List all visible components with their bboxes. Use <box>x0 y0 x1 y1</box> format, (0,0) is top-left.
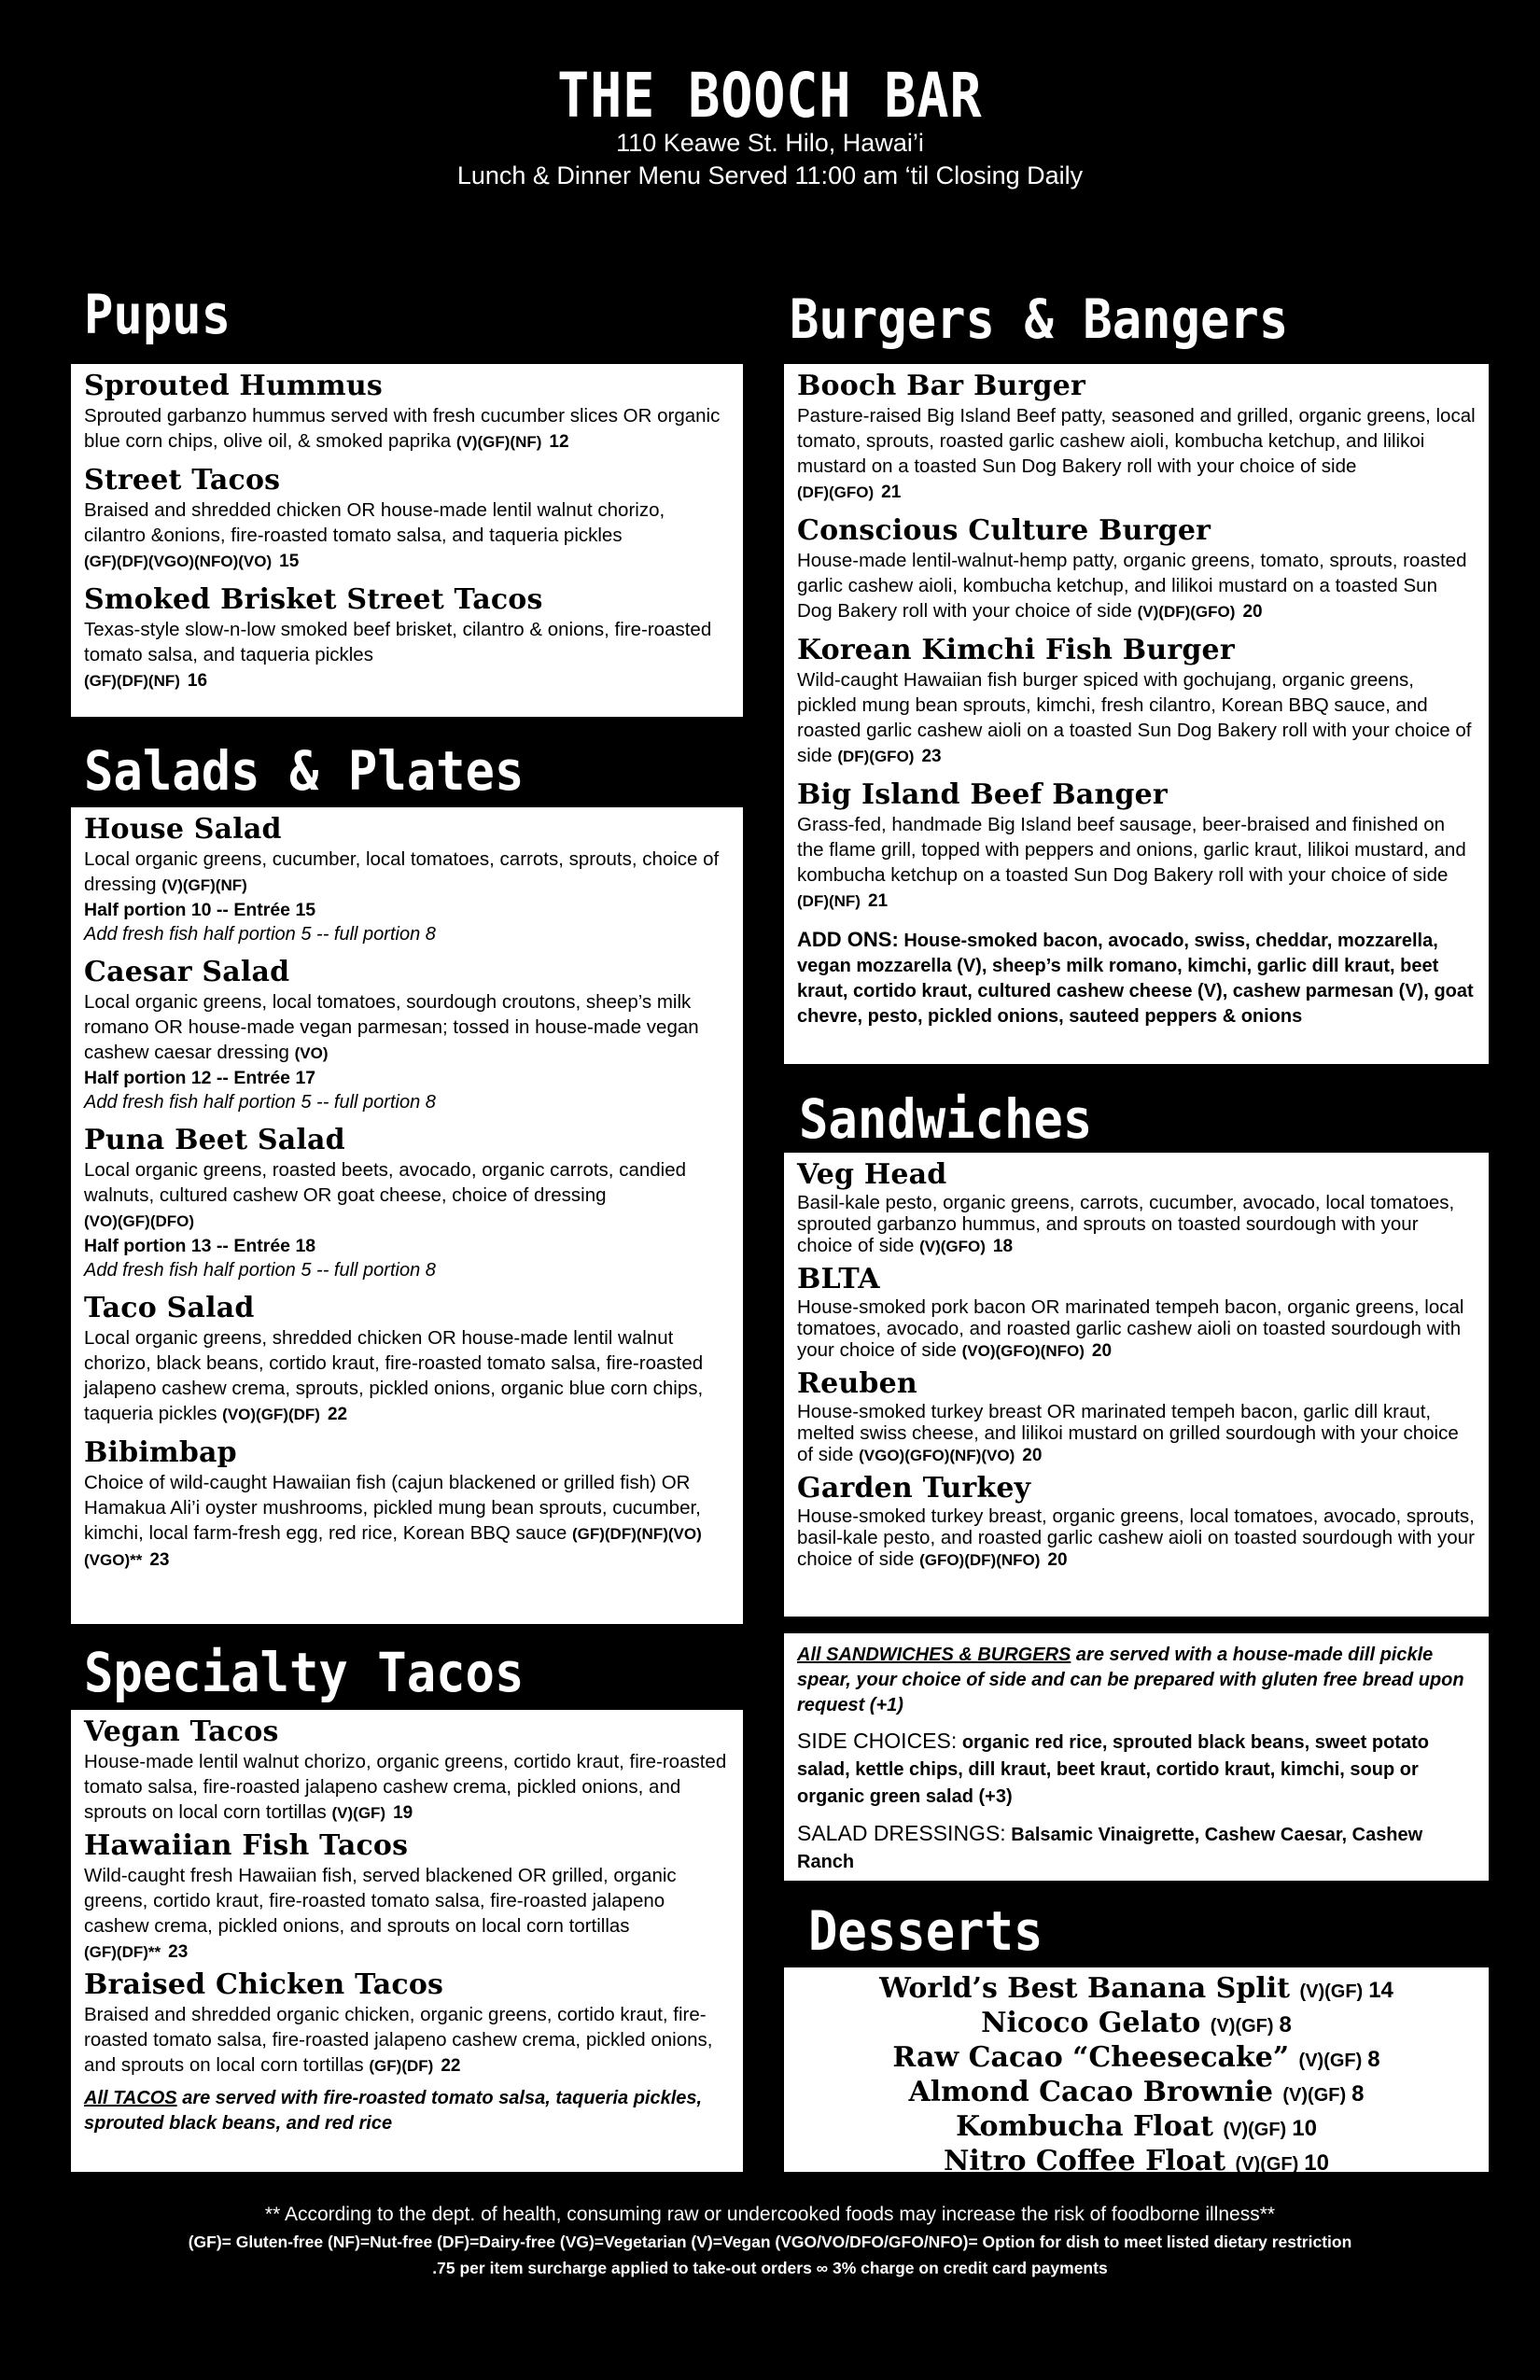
item-price: 15 <box>279 552 300 571</box>
dessert-item: Raw Cacao “Cheesecake” (V)(GF) 8 <box>892 2041 1380 2074</box>
item-price: 21 <box>881 483 902 502</box>
diet-tags: (GF)(DF) <box>369 2057 434 2075</box>
item-name: Braised Chicken Tacos <box>84 1968 444 2001</box>
menu-item <box>84 1829 730 1965</box>
salad-dressings-label: SALAD DRESSINGS: <box>797 1821 1006 1845</box>
diet-tags: (GF)(DF)** <box>84 1943 161 1961</box>
add-fish-note: Add fresh fish half portion 5 -- full portion 8 <box>84 924 436 945</box>
add-ons: ADD ONS: House-smoked bacon, avocado, swiss, cheddar, mozzarella, vegan mozzarella (V), sheep’s milk romano, kimchi, garlic dill kraut, beet kraut, cortido kraut, cultured cashew cheese (V), cashew parmesan (V), goat chevre, pesto, pickled onions, sauteed peppers & onions <box>797 928 1474 1027</box>
item-price: 20 <box>1047 1550 1068 1570</box>
portion-prices: Half portion 10 -- Entrée 15 <box>84 900 316 920</box>
diet-tags: (VO)(GF)(DFO) <box>84 1212 195 1230</box>
item-description: Local organic greens, roasted beets, avocado, organic carrots, candied walnuts, cultured cashew OR goat cheese, choice of dressing (VO)(GF)(DFO) <box>84 1159 686 1230</box>
item-price: 20 <box>1091 1341 1113 1361</box>
health-warning: ** According to the dept. of health, consuming raw or undercooked foods may increase the risk of foodborne illness** <box>264 2204 1276 2225</box>
item-description: Grass-fed, handmade Big Island beef sausage, beer-braised and finished on the flame grill, topped with peppers and onions, garlic kraut, lilikoi mustard, and kombucha ketchup on a toasted Sun Dog Bakery roll with your choice of side (DF)(NF) 21 <box>797 814 1466 911</box>
diet-tags: (DF)(GFO) <box>837 748 915 765</box>
dessert-item: Nitro Coffee Float (V)(GF) 10 <box>944 2145 1329 2177</box>
menu-item <box>797 1158 1476 1257</box>
diet-tags: (GF)(DF)(VGO)(NFO)(VO) <box>84 553 273 570</box>
item-name: Taco Salad <box>84 1292 255 1324</box>
item-description: House-made lentil walnut chorizo, organic greens, cortido kraut, fire-roasted tomato salsa, fire-roasted jalapeno cashew crema, pickled onions, and sprouts on local corn tortillas (V)(GF) 19 <box>84 1751 727 1823</box>
salad-dressings: SALAD DRESSINGS: Balsamic Vinaigrette, Cashew Caesar, Cashew Ranch <box>797 1821 1423 1872</box>
add-fish-note: Add fresh fish half portion 5 -- full portion 8 <box>84 1092 436 1113</box>
diet-tags: (V)(GF)(NF) <box>161 876 247 894</box>
item-description: House-smoked turkey breast OR marinated tempeh bacon, garlic dill kraut, melted swiss cheese, and lilikoi mustard on grilled sourdough with your choice of side (VGO)(GFO)(NF)(VO) 20 <box>797 1401 1459 1465</box>
item-name: House Salad <box>84 813 282 846</box>
item-price: 19 <box>393 1803 413 1823</box>
item-name: Garden Turkey <box>797 1472 1031 1505</box>
menu-item <box>84 464 730 574</box>
sides-info-box <box>784 1633 1489 1881</box>
item-price: 22 <box>441 2056 461 2076</box>
menu-footer <box>0 2201 1540 2281</box>
burgers-box <box>784 364 1489 1064</box>
item-price: 16 <box>187 671 208 691</box>
side-choices-label: SIDE CHOICES: <box>797 1729 958 1753</box>
dessert-item: World’s Best Banana Split (V)(GF) 14 <box>879 1972 1393 2005</box>
diet-tags: (VO)(GF)(DF) <box>222 1406 320 1423</box>
menu-item <box>797 778 1476 914</box>
section-title-desserts: Desserts <box>808 1899 1043 1963</box>
menu-item <box>84 1968 730 2079</box>
item-description: Local organic greens, local tomatoes, sourdough croutons, sheep’s milk romano OR house-made vegan parmesan; tossed in house-made vegan cashew caesar dressing (VO) <box>84 991 699 1063</box>
item-description: Braised and shredded chicken OR house-made lentil walnut chorizo, cilantro &onions, fire-roasted tomato salsa, and taqueria pickles (GF)(DF)(VGO)(NFO)(VO) 15 <box>84 499 665 571</box>
surcharge-note: .75 per item surcharge applied to take-out orders ∞ 3% charge on credit card payments <box>432 2259 1108 2277</box>
item-price: 23 <box>149 1550 170 1570</box>
item-description: Texas-style slow-n-low smoked beef brisket, cilantro & onions, fire-roasted tomato salsa, and taqueria pickles (GF)(DF)(NF) 16 <box>84 619 712 691</box>
item-price: 22 <box>327 1405 348 1424</box>
item-description: Sprouted garbanzo hummus served with fresh cucumber slices OR organic blue corn chips, olive oil, & smoked paprika (V)(GF)(NF) 12 <box>84 405 721 452</box>
menu-item <box>84 1715 730 1826</box>
diet-tags: (DF)(GFO) <box>797 483 875 501</box>
item-name: Reuben <box>797 1367 917 1400</box>
menu-item <box>84 956 730 1114</box>
item-description: Wild-caught Hawaiian fish burger spiced with gochujang, organic greens, pickled mung bean sprouts, kimchi, fresh cilantro, Korean BBQ sauce, and roasted garlic cashew aioli on a toasted Sun Dog Bakery roll with your choice of side (DF)(GFO) 23 <box>797 669 1472 766</box>
item-description: House-smoked pork bacon OR marinated tempeh bacon, organic greens, local tomatoes, avocado, and roasted garlic cashew aioli on toasted sourdough with your choice of side (VO)(GFO)(NFO) 20 <box>797 1296 1464 1361</box>
restaurant-name: THE BOOCH BAR <box>557 60 983 132</box>
menu-item <box>84 583 730 693</box>
item-price: 12 <box>549 432 569 452</box>
tacos-note: All TACOS are served with fire-roasted tomato salsa, taqueria pickles, sprouted black beans, and red rice <box>84 2088 703 2134</box>
side-choices: SIDE CHOICES: organic red rice, sprouted black beans, sweet potato salad, kettle chips, dill kraut, beet kraut, cortido kraut, kimchi, soup or organic green salad (+3) <box>797 1729 1429 1807</box>
section-title-salads: Salads & Plates <box>84 739 525 803</box>
item-name: Bibimbap <box>84 1436 237 1469</box>
service-hours: Lunch & Dinner Menu Served 11:00 am ‘til Closing Daily <box>456 161 1084 189</box>
menu-item <box>84 1436 730 1573</box>
item-price: 20 <box>1022 1446 1043 1465</box>
item-price: 21 <box>867 891 889 911</box>
item-description: Pasture-raised Big Island Beef patty, seasoned and grilled, organic greens, local tomato, sprouts, roasted garlic cashew aioli, kombucha ketchup, and lilikoi mustard on a toasted Sun Dog Bakery roll with your choice of side (DF)(GFO) 21 <box>797 405 1476 502</box>
item-name: Sprouted Hummus <box>84 370 383 402</box>
sandwich-burger-note: All SANDWICHES & BURGERS are served with a house-made dill pickle spear, your choice of side and can be prepared with gluten free bread upon request (+1) <box>797 1645 1464 1715</box>
item-description: Choice of wild-caught Hawaiian fish (cajun blackened or grilled fish) OR Hamakua Ali’i oyster mushrooms, pickled mung bean sprouts, cucumber, kimchi, local farm-fresh egg, red rice, Korean BBQ sauce (GF)(DF)(NF)(VO)(VGO)** 23 <box>84 1472 702 1570</box>
menu-item <box>797 634 1476 769</box>
diet-tags: (V)(GF) <box>331 1804 386 1822</box>
item-name: Korean Kimchi Fish Burger <box>797 634 1235 666</box>
item-name: Smoked Brisket Street Tacos <box>84 583 543 616</box>
item-description: House-made lentil-walnut-hemp patty, organic greens, tomato, sprouts, roasted garlic cashew aioli, kombucha ketchup, and lilikoi mustard on a toasted Sun Dog Bakery roll with your choice of side (V)(DF)(GFO) 20 <box>797 550 1467 622</box>
item-description: Braised and shredded organic chicken, organic greens, cortido kraut, fire-roasted tomato salsa, fire-roasted jalapeno cashew crema, pickled onions, and sprouts on local corn tortillas (GF)(DF) 22 <box>84 2004 713 2076</box>
menu-item <box>797 1367 1476 1466</box>
item-name: Hawaiian Fish Tacos <box>84 1829 409 1862</box>
menu-item <box>84 370 730 455</box>
item-name: Conscious Culture Burger <box>797 514 1211 547</box>
item-description: Wild-caught fresh Hawaiian fish, served blackened OR grilled, organic greens, cortido kraut, fire-roasted tomato salsa, fire-roasted jalapeno cashew crema, pickled onions, and sprouts on local corn tortillas (GF)(DF)** 23 <box>84 1865 677 1962</box>
item-description: Basil-kale pesto, organic greens, carrots, cucumber, avocado, local tomatoes, sprouted garbanzo hummus, and sprouts on toasted sourdough with your choice of side (V)(GFO) 18 <box>797 1192 1455 1256</box>
diet-tags: (V)(DF)(GFO) <box>1137 603 1236 621</box>
item-name: Booch Bar Burger <box>797 370 1085 402</box>
item-name: Big Island Beef Banger <box>797 778 1168 811</box>
section-title-pupus: Pupus <box>84 283 231 346</box>
diet-tags: (VO) <box>294 1044 329 1062</box>
menu-item <box>84 1292 730 1427</box>
add-ons-label: ADD ONS: <box>797 928 899 951</box>
diet-tags: (VO)(GFO)(NFO) <box>961 1342 1085 1360</box>
item-description: Local organic greens, cucumber, local tomatoes, carrots, sprouts, choice of dressing (V)(GF)(NF) <box>84 848 720 895</box>
diet-tags: (GFO)(DF)(NFO) <box>919 1551 1041 1569</box>
item-price: 23 <box>168 1942 189 1962</box>
item-description: House-smoked turkey breast, organic greens, local tomatoes, avocado, sprouts, basil-kale pesto, and roasted garlic cashew aioli on toasted sourdough with your choice of side (GFO)(DF)(NFO) 20 <box>797 1505 1475 1570</box>
item-name: Street Tacos <box>84 464 281 497</box>
menu-header <box>0 60 1540 192</box>
section-title-sandwiches: Sandwiches <box>799 1087 1093 1151</box>
item-name: Veg Head <box>797 1158 947 1191</box>
diet-tags: (GF)(DF)(NF) <box>84 672 180 690</box>
dessert-item: Kombucha Float (V)(GF) 10 <box>956 2110 1317 2143</box>
address: 110 Keawe St. Hilo, Hawai’i <box>616 129 924 157</box>
dessert-item: Almond Cacao Brownie (V)(GF) 8 <box>908 2076 1365 2108</box>
pupus-box <box>71 364 743 717</box>
item-price: 23 <box>921 747 942 766</box>
item-name: Caesar Salad <box>84 956 290 988</box>
section-title-specialty-tacos: Specialty Tacos <box>84 1641 525 1704</box>
section-title-burgers: Burgers & Bangers <box>790 287 1289 351</box>
diet-tags: (V)(GFO) <box>919 1238 986 1255</box>
diet-tags: (V)(GF)(NF) <box>455 433 542 451</box>
menu-item <box>84 813 730 946</box>
salads-box <box>71 807 743 1624</box>
item-name: BLTA <box>797 1263 880 1295</box>
item-price: 20 <box>1242 602 1263 622</box>
diet-tags: (VGO)(GFO)(NF)(VO) <box>859 1447 1015 1464</box>
item-name: Puna Beet Salad <box>84 1124 345 1156</box>
dessert-item: Nicoco Gelato (V)(GF) 8 <box>981 2007 1292 2039</box>
item-description: Local organic greens, shredded chicken OR house-made lentil walnut chorizo, black beans, cortido kraut, fire-roasted tomato salsa, fire-roasted jalapeno cashew crema, sprouts, pickled onions, organic blue corn chips, taqueria pickles (VO)(GF)(DF) 22 <box>84 1327 704 1424</box>
portion-prices: Half portion 12 -- Entrée 17 <box>84 1068 316 1088</box>
portion-prices: Half portion 13 -- Entrée 18 <box>84 1236 316 1256</box>
dietary-legend: (GF)= Gluten-free (NF)=Nut-free (DF)=Dairy-free (VG)=Vegetarian (V)=Vegan (VGO/VO/DFO/GFO/NFO)= Option for dish to meet listed dietary restriction <box>188 2233 1352 2251</box>
desserts-box <box>784 1967 1489 2177</box>
item-name: Vegan Tacos <box>84 1715 279 1748</box>
menu-item <box>797 1263 1476 1362</box>
menu-item <box>797 370 1476 505</box>
sandwiches-box <box>784 1153 1489 1617</box>
tacos-box <box>71 1710 743 2172</box>
menu-item <box>797 514 1476 624</box>
menu-item <box>84 1124 730 1282</box>
item-price: 18 <box>992 1237 1014 1256</box>
diet-tags: (GF)(DF)(NF)(VO)(VGO)** <box>84 1525 702 1569</box>
add-fish-note: Add fresh fish half portion 5 -- full portion 8 <box>84 1260 436 1281</box>
menu-item <box>797 1472 1476 1571</box>
diet-tags: (DF)(NF) <box>797 892 861 910</box>
